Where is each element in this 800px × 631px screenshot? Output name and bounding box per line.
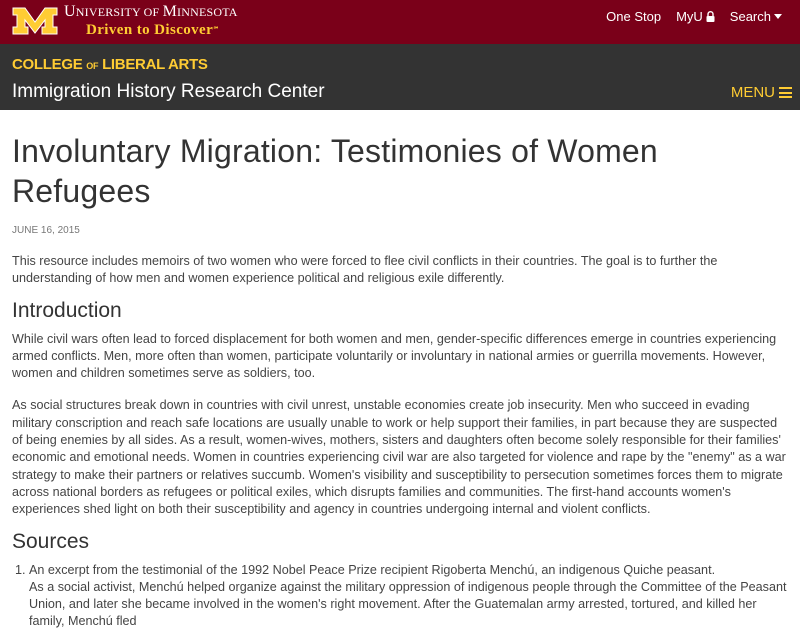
sources-heading: Sources <box>12 529 90 553</box>
university-name: UNIVERSITY OF MINNESOTA <box>64 3 238 20</box>
lock-icon <box>706 11 715 22</box>
body-paragraph: While civil wars often lead to forced displacement for both women and men, gender-specific differences emerge in countries experiencing armed conflicts. Men, more often than women, participate voluntarily or involuntary in national armies or guerrilla movements. However, women and children sometimes serve as soldiers, too. <box>12 331 777 381</box>
top-nav <box>606 9 782 24</box>
college-header <box>0 44 800 110</box>
tagline: Driven to Discover℠ <box>86 22 220 38</box>
intro-paragraph: This resource includes memoirs of two women who were forced to flee civil conflicts in their countries. The goal is to further the understanding of how men and women experience political and religious exile differently. <box>12 254 718 286</box>
sources-list <box>29 562 788 631</box>
publish-date: JUNE 16, 2015 <box>12 225 80 236</box>
menu-button[interactable]: MENU <box>731 84 792 101</box>
university-header <box>0 0 800 44</box>
page-title: Involuntary Migration: Testimonies of Women Refugees <box>12 133 658 209</box>
block-m-logo <box>12 6 58 36</box>
college-title[interactable]: COLLEGE OF LIBERAL ARTS <box>12 56 208 73</box>
center-name[interactable]: Immigration History Research Center <box>12 81 325 102</box>
umn-logo[interactable] <box>12 3 238 39</box>
caret-down-icon <box>774 14 782 20</box>
introduction-heading: Introduction <box>12 298 122 322</box>
myu-link[interactable]: MyU <box>676 9 715 24</box>
body-paragraph: As social structures break down in countries with civil unrest, unstable economies create job insecurity. Men who succeed in evading military conscription and reach safe locations are usually unable to work or help support their families, in part because they are suspected of being enemies by all sides. As a result, women-wives, mothers, sisters and daughters often become solely responsible for their families' economic and emotional needs. Women in countries experiencing civil war are also targeted for violence and rape by the "enemy" as a war strategy to make their partners or relatives succumb. Women's visibility and susceptibility to persecution sometimes forces them to migrate across national borders as refugees or political exiles, which disrupts families and communities. The first-hand accounts women's experiences shed light on both their susceptibility and agency in countries undergoing internal and violent conflicts. <box>12 398 786 517</box>
search-link[interactable]: Search <box>730 9 782 24</box>
list-item: 1. An excerpt from the testimonial of the 1992 Nobel Peace Prize recipient Rigoberta Menchú, an indigenous Quiche peasant. As a social activist, Menchú helped organize against the military oppression of indigenous people through the Committee of the Peasant Union, and later she became involved in the women's right movement. After the Guatemalan army arrested, tortured, and killed her family, Menchú fled <box>29 562 788 631</box>
main-content <box>0 131 800 631</box>
one-stop-link[interactable]: One Stop <box>606 9 662 24</box>
hamburger-icon <box>779 87 792 98</box>
